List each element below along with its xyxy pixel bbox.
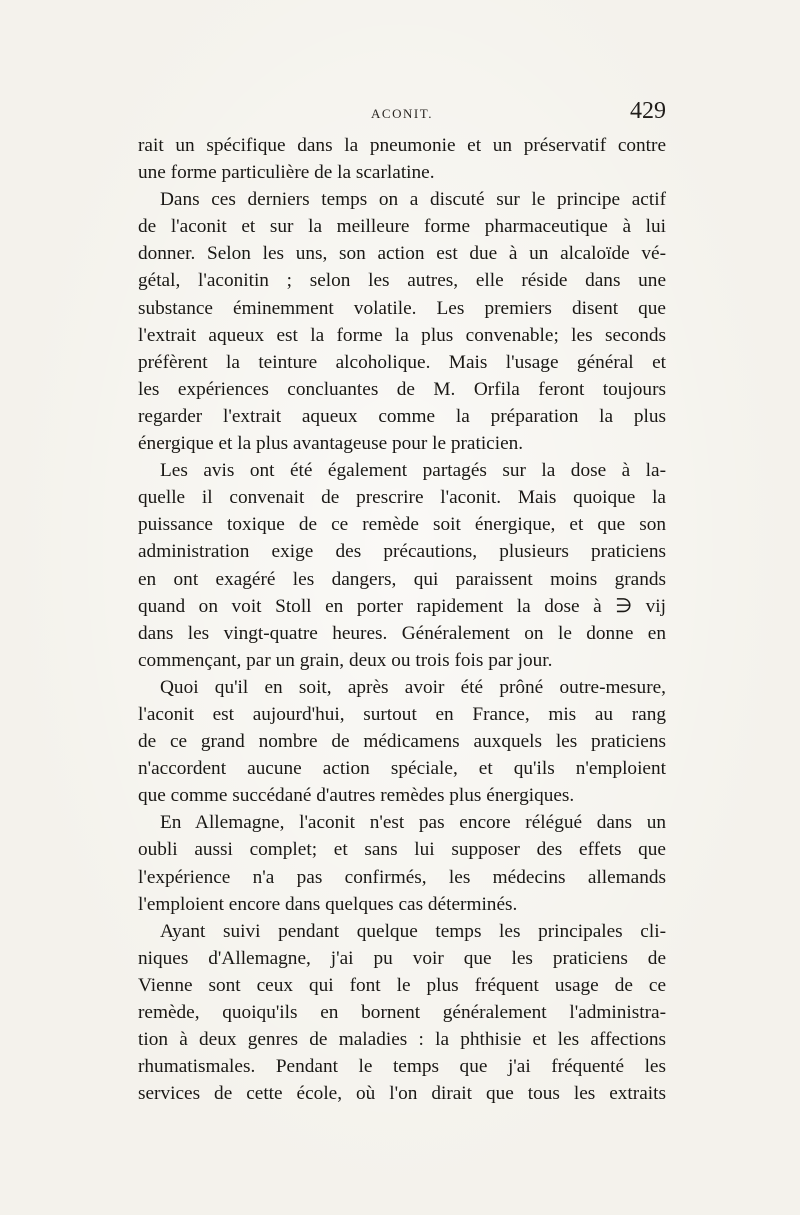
text-line: commençant, par un grain, deux ou trois fois par jour. [138, 649, 553, 671]
text-line: de ce grand nombre de médicamens auxquels les praticiens [138, 731, 666, 753]
text-line: l'aconit est aujourd'hui, surtout en France, mis au rang [138, 703, 666, 725]
text-line: une forme particulière de la scarlatine. [138, 162, 435, 184]
text-line: n'accordent aucune action spéciale, et qu'ils n'emploient [138, 758, 666, 780]
text-line: oubli aussi complet; et sans lui supposer des effets que [138, 839, 666, 861]
text-line: donner. Selon les uns, son action est due à un alcaloïde vé- [138, 243, 666, 265]
text-line: l'expérience n'a pas confirmés, les médecins allemands [138, 866, 666, 888]
text-line: l'emploient encore dans quelques cas déterminés. [138, 893, 518, 915]
text-line: Dans ces derniers temps on a discuté sur le principe actif [160, 189, 666, 211]
page-number: 429 [630, 98, 666, 124]
text-line: les expériences concluantes de M. Orfila feront toujours [138, 378, 666, 400]
text-line: puissance toxique de ce remède soit énergique, et que son [138, 514, 666, 536]
text-line: préfèrent la teinture alcoholique. Mais l'usage général et [138, 351, 666, 373]
text-line: que comme succédané d'autres remèdes plus énergiques. [138, 785, 575, 807]
text-line: dans les vingt-quatre heures. Généralement on le donne en [138, 622, 666, 644]
text-line: remède, quoiqu'ils en bornent généralement l'administra- [138, 1002, 666, 1023]
text-line: rhumatismales. Pendant le temps que j'ai fréquenté les [138, 1056, 666, 1078]
text-line: gétal, l'aconitin ; selon les autres, elle réside dans une [138, 270, 666, 292]
text-line: rait un spécifique dans la pneumonie et un préservatif contre [138, 135, 666, 156]
text-line: énergique et la plus avantageuse pour le praticien. [138, 433, 524, 455]
running-title: ACONIT. [371, 106, 433, 121]
text-line: administration exige des précautions, plusieurs praticiens [138, 541, 666, 563]
text-line: Vienne sont ceux qui font le plus fréquent usage de ce [138, 974, 666, 996]
text-line: substance éminemment volatile. Les premiers disent que [138, 297, 666, 319]
text-line: Quoi qu'il en soit, après avoir été prôné outre-mesure, [160, 676, 666, 698]
running-head [138, 98, 666, 128]
text-line: quand on voit Stoll en porter rapidement la dose à ∋ vij [138, 595, 666, 617]
text-line: tion à deux genres de maladies : la phthisie et les affections [138, 1029, 666, 1051]
text-line: regarder l'extrait aqueux comme la préparation la plus [138, 405, 666, 427]
text-line: en ont exagéré les dangers, qui paraissent moins grands [138, 568, 666, 590]
text-line: En Allemagne, l'aconit n'est pas encore rélégué dans un [160, 812, 666, 834]
text-line: quelle il convenait de prescrire l'aconit. Mais quoique la [138, 487, 666, 509]
text-line: Ayant suivi pendant quelque temps les principales cli- [160, 920, 666, 942]
text-line: de l'aconit et sur la meilleure forme pharmaceutique à lui [138, 216, 666, 238]
body-text [138, 132, 666, 1107]
text-line: Les avis ont été également partagés sur la dose à la- [160, 460, 666, 482]
text-line: l'extrait aqueux est la forme la plus convenable; les seconds [138, 324, 666, 346]
text-line: services de cette école, où l'on dirait que tous les extraits [138, 1083, 666, 1105]
text-line: niques d'Allemagne, j'ai pu voir que les praticiens de [138, 947, 666, 969]
